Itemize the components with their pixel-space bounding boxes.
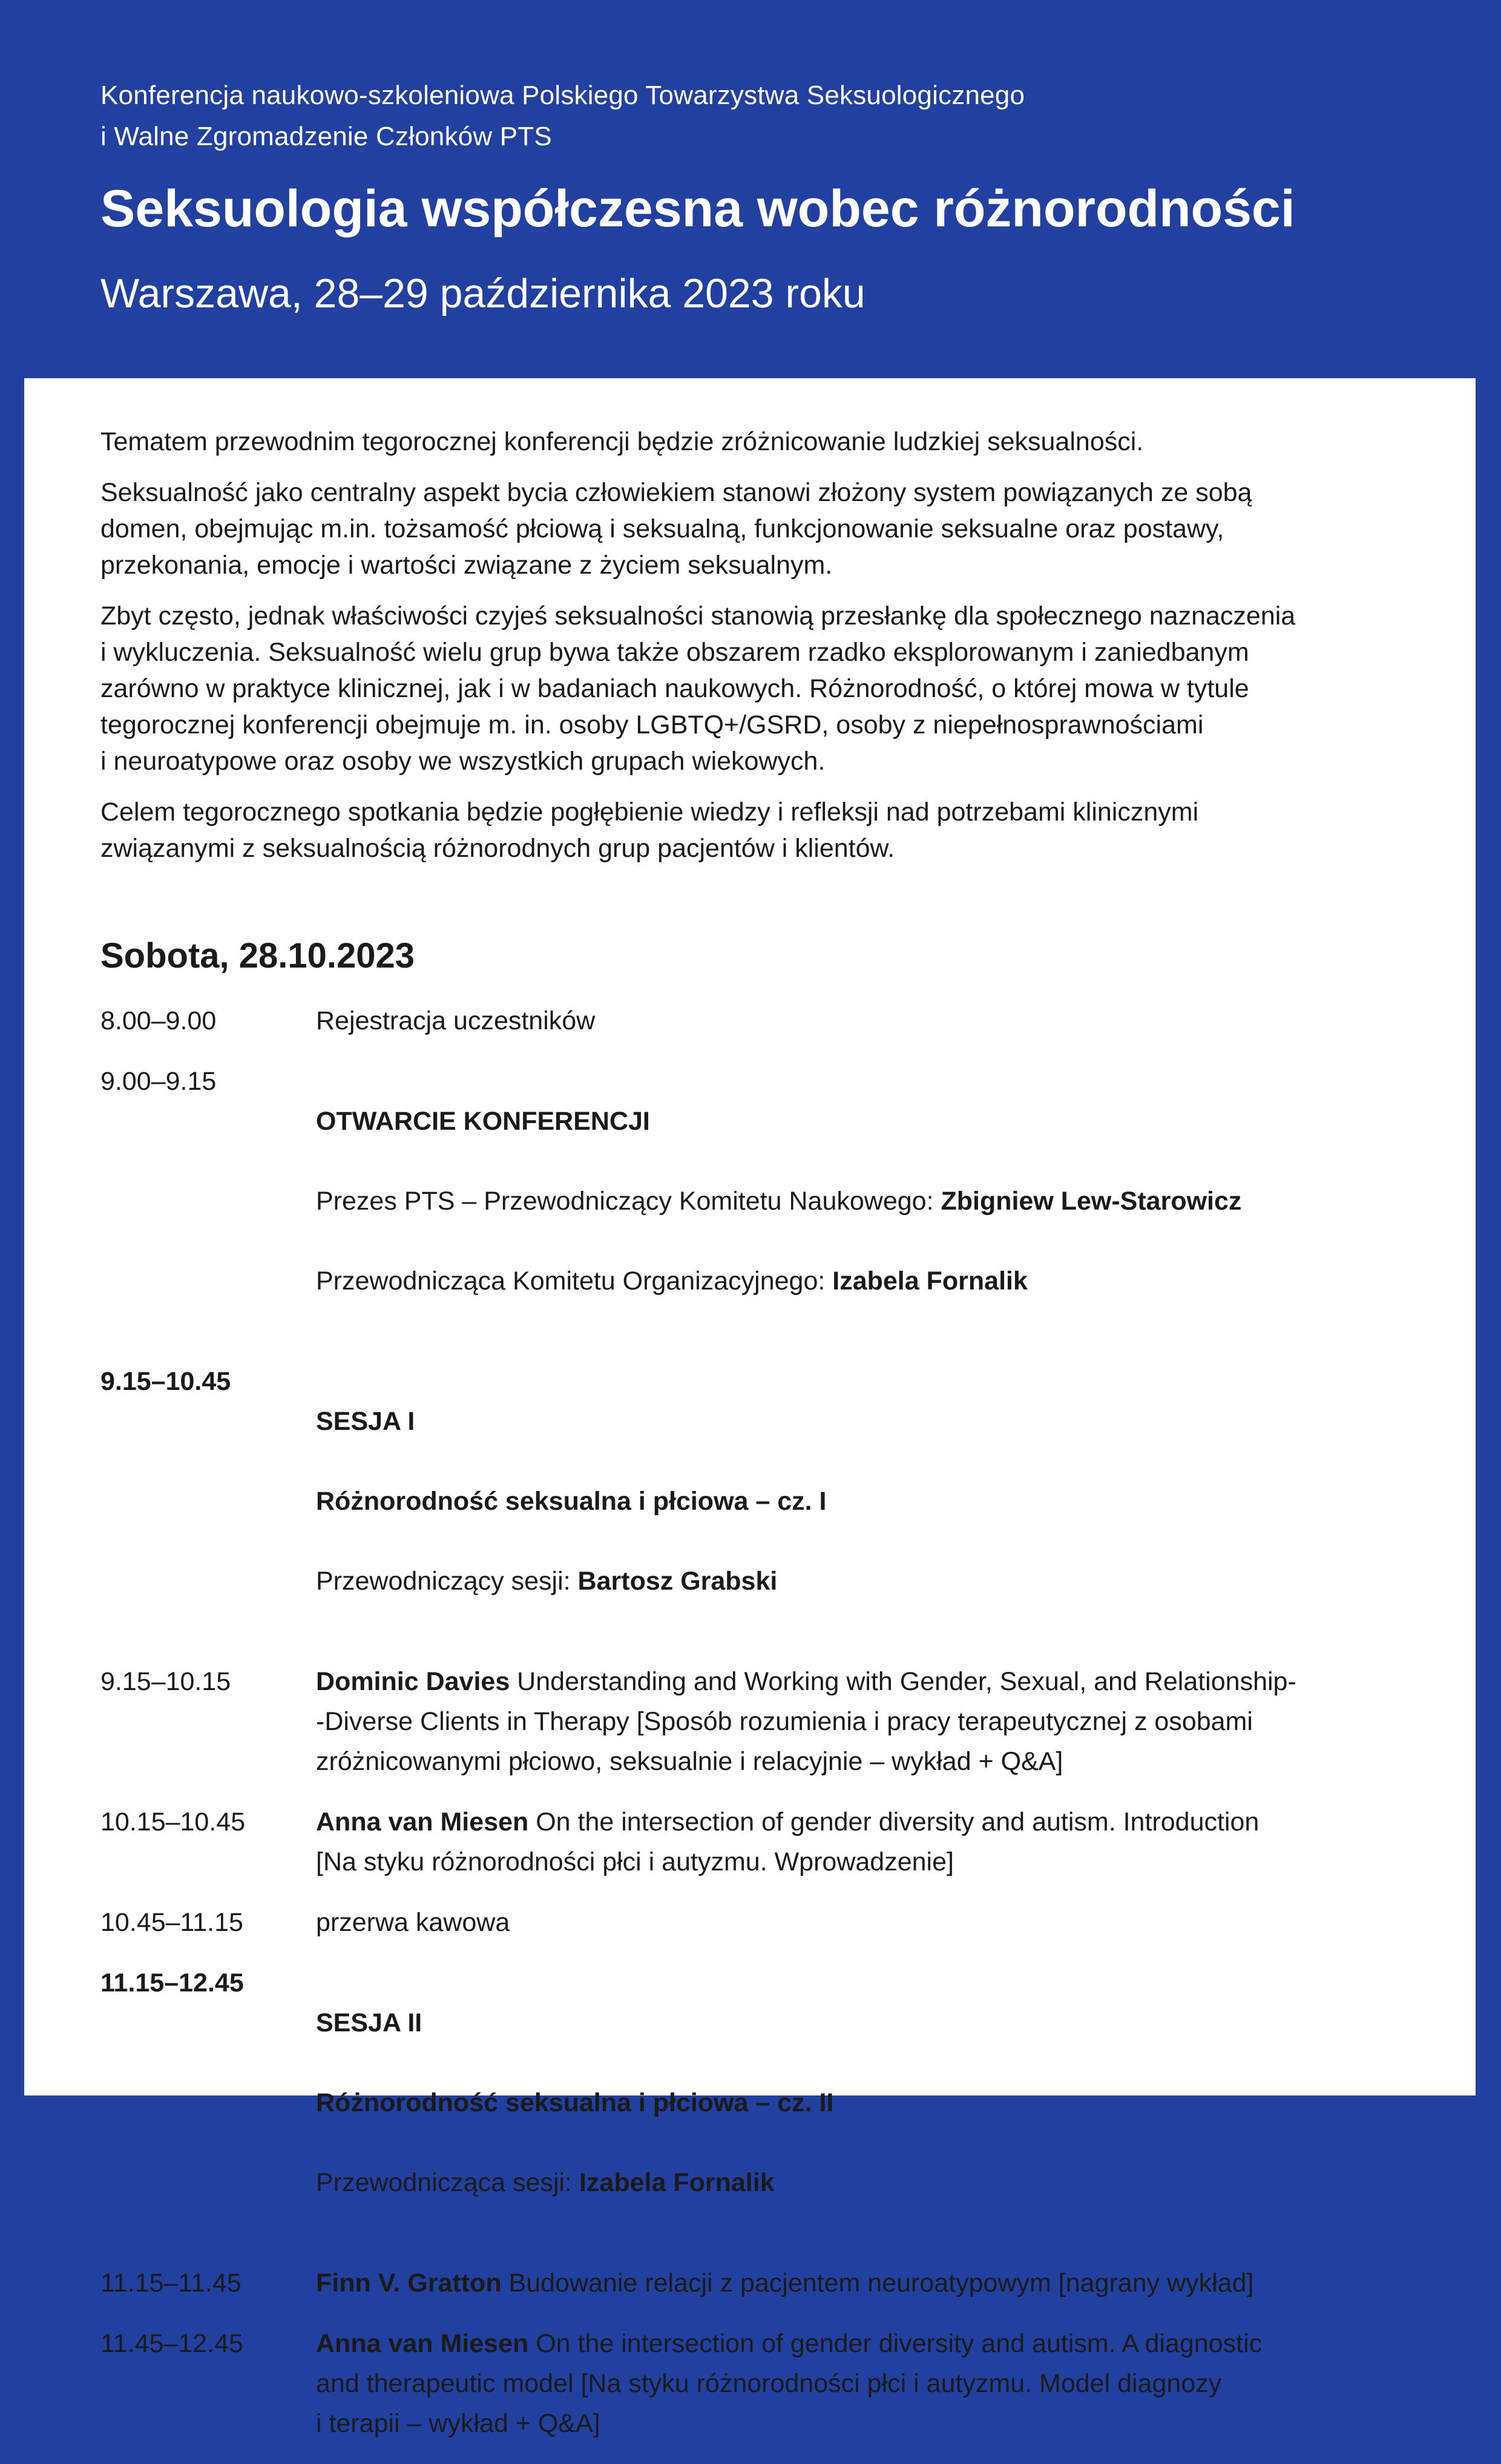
content-panel bbox=[24, 378, 1476, 2438]
opening-line-2 bbox=[316, 1261, 1408, 1301]
talk-description bbox=[316, 1802, 1408, 1882]
program-text: Rejestracja uczestników bbox=[316, 1006, 596, 1035]
header-band bbox=[0, 0, 1501, 378]
opening-person: Izabela Fornalik bbox=[832, 1266, 1028, 1296]
talk-title: On the intersection of gender diversity and autism. A diagnostic and therapeutic model [Na styku różnorodności płci i autyzmu. Model diagnozy i terapii – wykład + Q&A] bbox=[316, 2329, 1263, 2438]
opening-line-1 bbox=[316, 1181, 1408, 1221]
session-title: SESJA I bbox=[316, 1407, 415, 1436]
program-time: 11.15–11.45 bbox=[100, 2269, 241, 2298]
intro-paragraph: Zbyt często, jednak właściwości czyjeś seksualności stanowią przesłankę dla społecznego naznaczenia i wykluczenia. Seksualność wielu grup bywa także obszarem rzadko eksplorowanym i zaniedbanym zarówno w praktyce klinicznej, jak i w badaniach naukowych. Różnorodność, o której mowa w tytule tegorocznej konferencji obejmuje m. in. osoby LGBTQ+/GSRD, osoby z niepełnosprawnościami i neuroatypowe oraz osoby we wszystkich grupach wiekowych. bbox=[100, 601, 1296, 776]
opening-title: OTWARCIE KONFERENCJI bbox=[316, 1107, 650, 1136]
session-time: 9.15–10.45 bbox=[100, 1367, 231, 1396]
subheading-line-1: Konferencja naukowo-szkoleniowa Polskiego Towarzystwa Seksuologicznego bbox=[100, 80, 1025, 110]
session-subtitle: Różnorodność seksualna i płciowa – cz. II bbox=[316, 2088, 834, 2117]
program-time: 10.45–11.15 bbox=[100, 1908, 243, 1937]
program-row bbox=[100, 2324, 1408, 2443]
opening-role: Prezes PTS – Przewodniczący Komitetu Naukowego: bbox=[316, 1187, 941, 1216]
program-time: 10.15–10.45 bbox=[100, 1807, 246, 1837]
session-description bbox=[316, 1361, 1408, 1641]
chair-label: Przewodnicząca sesji: bbox=[316, 2168, 579, 2197]
program-row bbox=[100, 1662, 1408, 1781]
program-row bbox=[100, 2263, 1408, 2303]
day-heading: Sobota, 28.10.2023 bbox=[100, 936, 415, 975]
session-subtitle: Różnorodność seksualna i płciowa – cz. I bbox=[316, 1487, 827, 1516]
program-time: 9.15–10.15 bbox=[100, 1667, 231, 1696]
opening-role: Przewodnicząca Komitetu Organizacyjnego: bbox=[316, 1266, 833, 1296]
session-title: SESJA II bbox=[316, 2008, 422, 2037]
program-row bbox=[100, 1001, 1408, 1041]
session-time: 11.15–12.45 bbox=[100, 1968, 244, 1997]
talk-title: On the intersection of gender diversity and autism. Introduction [Na styku różnorodności płci i autyzmu. Wprowadzenie] bbox=[316, 1807, 1260, 1876]
subheading-line-2: i Walne Zgromadzenie Członków PTS bbox=[100, 122, 552, 151]
talk-description bbox=[316, 2324, 1408, 2443]
session-chair bbox=[316, 1561, 1408, 1601]
program-time: 9.00–9.15 bbox=[100, 1067, 217, 1096]
session-chair bbox=[316, 2163, 1408, 2203]
talk-description bbox=[316, 1662, 1408, 1781]
talk-title: Budowanie relacji z pacjentem neuroatypowym [nagrany wykład] bbox=[501, 2269, 1254, 2298]
program-time: 11.45–12.45 bbox=[100, 2329, 243, 2358]
program-time: 8.00–9.00 bbox=[100, 1006, 217, 1035]
opening-person: Zbigniew Lew-Starowicz bbox=[941, 1187, 1242, 1216]
location-date: Warszawa, 28–29 października 2023 roku bbox=[100, 270, 865, 316]
intro-paragraph: Tematem przewodnim tegorocznej konferencji będzie zróżnicowanie ludzkiej seksualności. bbox=[100, 427, 1144, 456]
speaker-name: Anna van Miesen bbox=[316, 2329, 529, 2358]
program-row bbox=[100, 1902, 1408, 1942]
chair-name: Bartosz Grabski bbox=[577, 1567, 778, 1596]
conference-title: Seksuologia współczesna wobec różnorodności bbox=[100, 180, 1295, 238]
content-body bbox=[100, 424, 1408, 2464]
speaker-name: Finn V. Gratton bbox=[316, 2269, 502, 2298]
program-row bbox=[100, 1361, 1408, 1641]
conference-subheading bbox=[100, 75, 1025, 157]
intro-paragraph: Celem tegorocznego spotkania będzie pogłębienie wiedzy i refleksji nad potrzebami klinicznymi związanymi z seksualnością różnorodnych grup pacjentów i klientów. bbox=[100, 798, 1199, 863]
program-text: przerwa kawowa bbox=[316, 1908, 510, 1937]
speaker-name: Dominic Davies bbox=[316, 1667, 510, 1696]
talk-title: Understanding and Working with Gender, Sexual, and Relationship- -Diverse Clients in Therapy [Sposób rozumienia i pracy terapeutycznej z osobami zróżnicowanymi płciowo, seksualnie i relacyjnie – wykład + Q&A] bbox=[316, 1667, 1296, 1776]
program-description bbox=[316, 1061, 1408, 1341]
talk-description bbox=[316, 2263, 1408, 2303]
speaker-name: Anna van Miesen bbox=[316, 1807, 529, 1837]
program-row bbox=[100, 1061, 1408, 1341]
program-row bbox=[100, 1802, 1408, 1882]
intro-paragraph: Seksualność jako centralny aspekt bycia człowiekiem stanowi złożony system powiązanych ze sobą domen, obejmując m.in. tożsamość płciową i seksualną, funkcjonowanie seksualne oraz postawy, przekonania, emocje i wartości związane z życiem seksualnym. bbox=[100, 478, 1252, 580]
program-row bbox=[100, 1963, 1408, 2243]
chair-name: Izabela Fornalik bbox=[579, 2168, 775, 2197]
chair-label: Przewodniczący sesji: bbox=[316, 1567, 578, 1596]
session-description bbox=[316, 1963, 1408, 2243]
